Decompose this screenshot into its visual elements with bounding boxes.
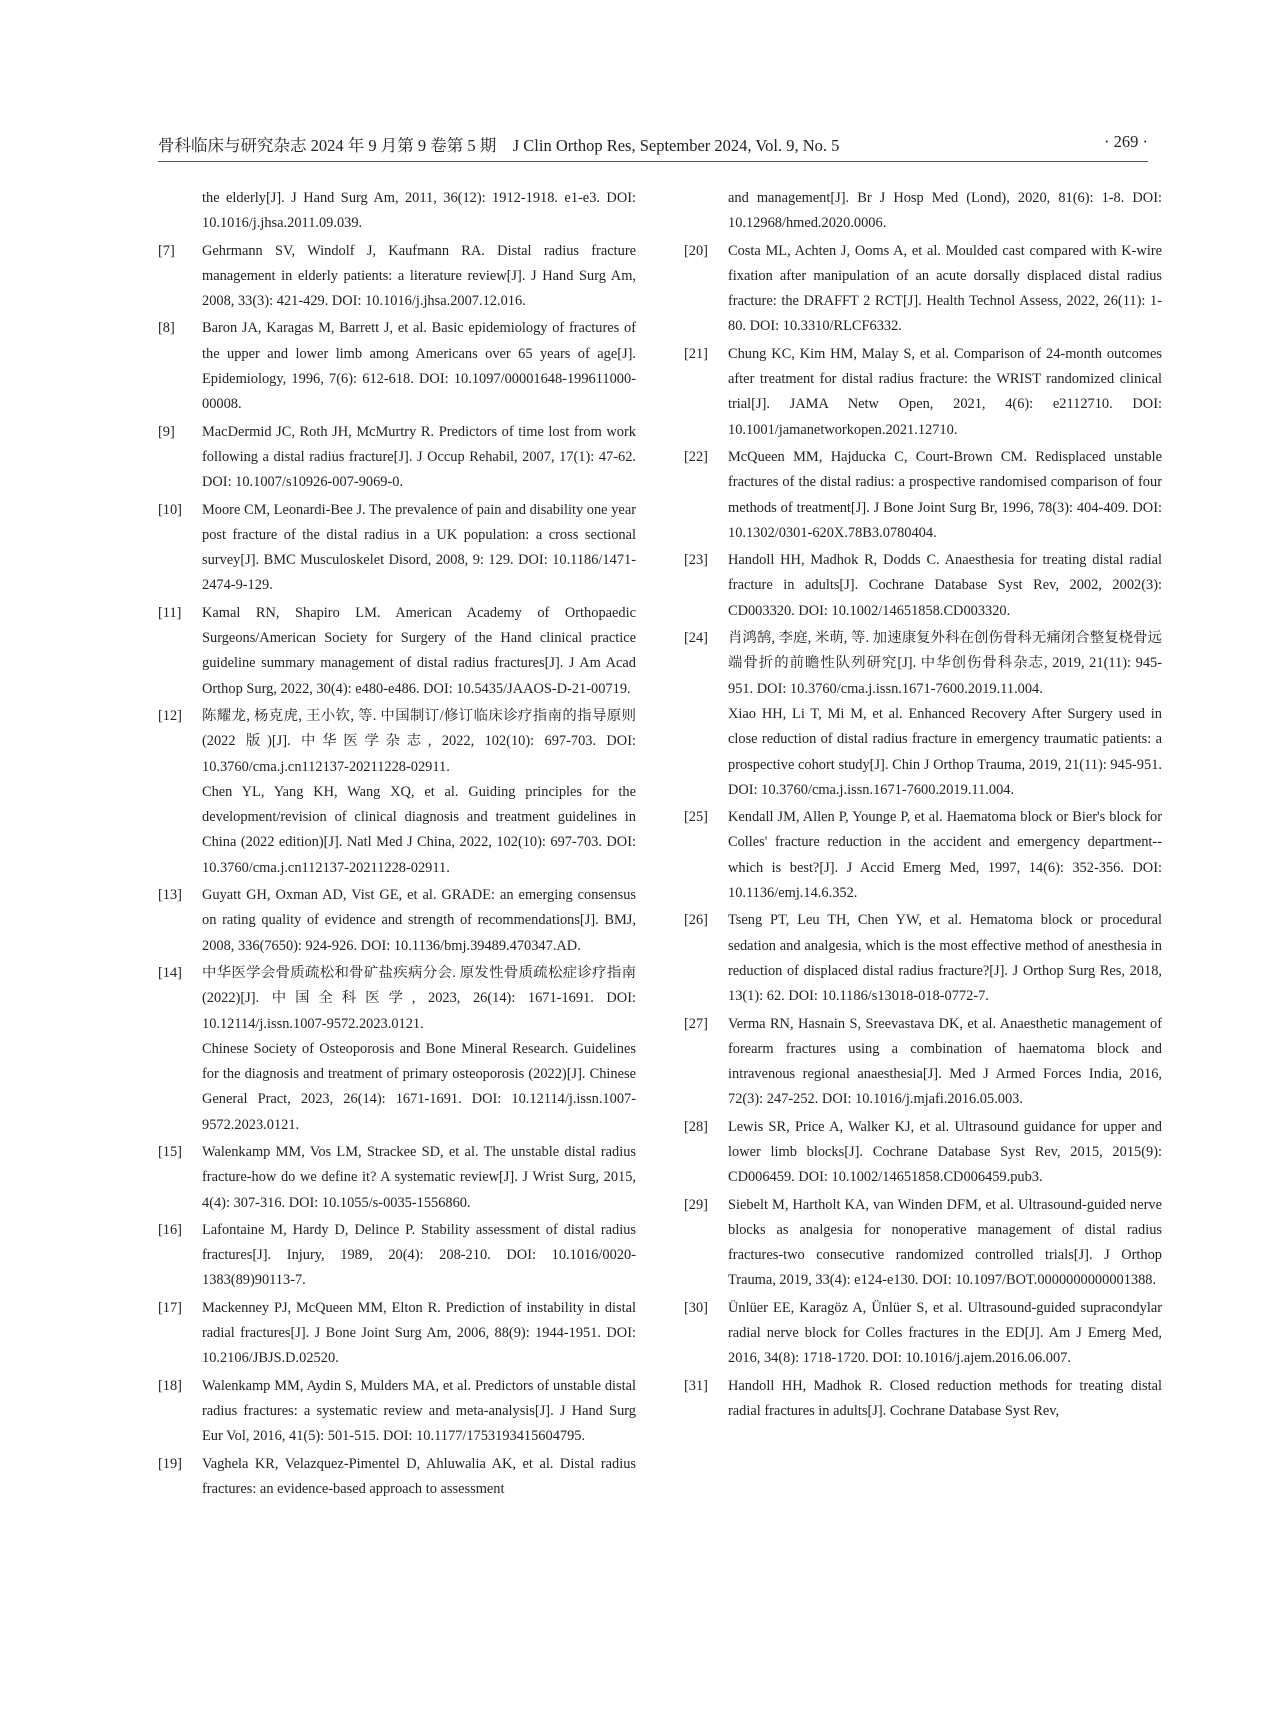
reference-text: Ünlüer EE, Karagöz A, Ünlüer S, et al. Ultrasound-guided supracondylar radial nerve block for Colles fractures in the ED[J]. Am J Emerg Med, 2016, 34(8): 1718-1720. DOI: 10.1016/j.ajem.2016.06.007.: [728, 1299, 1162, 1367]
reference-number: [7]: [158, 242, 175, 259]
reference-number: [9]: [158, 423, 175, 440]
header-rule: [158, 161, 1148, 162]
reference-body: [202, 186, 636, 237]
reference-entry: [158, 601, 636, 702]
reference-body: [202, 420, 636, 496]
reference-text: McQueen MM, Hajducka C, Court-Brown CM. Redisplaced unstable fractures of the distal radius: a prospective randomised comparison of four methods of treatment[J]. J Bone Joint Surg Br, 1996, 78(3): 404-409. DOI: 10.1302/0301-620X.78B3.0780404.: [728, 448, 1162, 541]
reference-number: [12]: [158, 707, 182, 724]
reference-text: Kendall JM, Allen P, Younge P, et al. Haematoma block or Bier's block for Colles' fracture reduction in the accident and emergency department--which is best?[J]. J Accid Emerg Med, 1997, 14(6): 352-356. DOI: 10.1136/emj.14.6.352.: [728, 809, 1162, 902]
reference-number: [27]: [684, 1015, 708, 1032]
reference-text: and management[J]. Br J Hosp Med (Lond), 2020, 81(6): 1-8. DOI: 10.12968/hmed.2020.0006.: [728, 190, 1162, 232]
reference-body: [728, 1115, 1162, 1191]
journal-citation: 骨科临床与研究杂志 2024 年 9 月第 9 卷第 5 期 J Clin Orthop Res, September 2024, Vol. 9, No. 5: [158, 136, 840, 155]
reference-body: [202, 498, 636, 599]
reference-number: [8]: [158, 320, 175, 337]
reference-number: [19]: [158, 1455, 182, 1472]
reference-text: Lewis SR, Price A, Walker KJ, et al. Ultrasound guidance for upper and lower limb blocks[J]. Cochrane Database Syst Rev, 2015, 2015(9): CD006459. DOI: 10.1002/14651858.CD006459.pub3.: [728, 1118, 1162, 1186]
reference-entry: [158, 1452, 636, 1503]
reference-entry: [684, 239, 1162, 340]
reference-text: Handoll HH, Madhok R, Dodds C. Anaesthesia for treating distal radial fracture in adults[J]. Cochrane Database Syst Rev, 2002, 2002(3): CD003320. DOI: 10.1002/14651858.CD003320.: [728, 552, 1162, 619]
reference-entry: [158, 1218, 636, 1294]
reference-body: [728, 1012, 1162, 1113]
reference-text: 肖鸿鹄, 李庭, 米萌, 等. 加速康复外科在创伤骨科无痛闭合整复桡骨远端骨折的前瞻性队列研究[J]. 中华创伤骨科杂志, 2019, 21(11): 945-951. DOI: 10.3760/cma.j.issn.1671-7600.2019.11.004.: [728, 630, 1162, 697]
reference-body: [728, 1374, 1162, 1425]
reference-text: Mackenney PJ, McQueen MM, Elton R. Prediction of instability in distal radial fractures[J]. J Bone Joint Surg Am, 2006, 88(9): 1944-1951. DOI: 10.2106/JBJS.D.02520.: [202, 1299, 636, 1367]
reference-text: Tseng PT, Leu TH, Chen YW, et al. Hematoma block or procedural sedation and analgesia, which is the most effective method of anesthesia in reduction of displaced distal radius fracture?[J]. J Orthop Surg Res, 2018, 13(1): 62. DOI: 10.1186/s13018-018-0772-7.: [728, 912, 1162, 1005]
reference-entry: [158, 961, 636, 1138]
reference-text: Siebelt M, Hartholt KA, van Winden DFM, et al. Ultrasound-guided nerve blocks as analgesia for nonoperative management of distal radius fractures-two consecutive randomized controlled trials[J]. J Orthop Trauma, 2019, 33(4): e124-e130. DOI: 10.1097/BOT.0000000000001388.: [728, 1196, 1162, 1289]
reference-body: [728, 626, 1162, 803]
reference-entry: [158, 498, 636, 599]
reference-column-right: [684, 186, 1162, 1426]
reference-body: [202, 1374, 636, 1450]
reference-column-left: [158, 186, 636, 1504]
reference-number: [20]: [684, 242, 708, 259]
page-number: · 269 ·: [1104, 132, 1148, 151]
reference-entry: [158, 1296, 636, 1372]
reference-text: Walenkamp MM, Aydin S, Mulders MA, et al. Predictors of unstable distal radius fractures: a systematic review and meta-analysis[J]. J Hand Surg Eur Vol, 2016, 41(5): 501-515. DOI: 10.1177/1753193415604795.: [202, 1377, 636, 1445]
reference-body: [202, 316, 636, 417]
reference-entry: [684, 1012, 1162, 1113]
reference-body: [728, 805, 1162, 906]
reference-number: [21]: [684, 345, 708, 362]
reference-text: the elderly[J]. J Hand Surg Am, 2011, 36(12): 1912-1918. e1-e3. DOI: 10.1016/j.jhsa.2011.09.039.: [202, 190, 636, 232]
reference-body: [202, 1140, 636, 1216]
reference-text: Chung KC, Kim HM, Malay S, et al. Comparison of 24-month outcomes after treatment for distal radius fracture: the WRIST randomized clinical trial[J]. JAMA Netw Open, 2021, 4(6): e2112710. DOI: 10.1001/jamanetworkopen.2021.12710.: [728, 345, 1162, 438]
reference-entry: [684, 445, 1162, 546]
reference-body: [202, 704, 636, 881]
running-header: [158, 132, 1148, 156]
reference-text: Walenkamp MM, Vos LM, Strackee SD, et al. The unstable distal radius fracture-how do we define it? A systematic review[J]. J Wrist Surg, 2015, 4(4): 307-316. DOI: 10.1055/s-0035-1556860.: [202, 1143, 636, 1211]
reference-number: [29]: [684, 1196, 708, 1213]
reference-body: [202, 601, 636, 702]
reference-entry: [684, 1193, 1162, 1294]
reference-body: [728, 908, 1162, 1009]
reference-entry: [158, 420, 636, 496]
reference-body: [728, 1296, 1162, 1372]
reference-body: [202, 239, 636, 315]
reference-entry: [684, 342, 1162, 443]
reference-text: MacDermid JC, Roth JH, McMurtry R. Predictors of time lost from work following a distal radius fracture[J]. J Occup Rehabil, 2007, 17(1): 47-62. DOI: 10.1007/s10926-007-9069-0.: [202, 423, 636, 491]
reference-entry: [684, 548, 1162, 624]
reference-number: [24]: [684, 630, 708, 647]
reference-entry: [684, 1115, 1162, 1191]
reference-number: [26]: [684, 912, 708, 929]
reference-text: Verma RN, Hasnain S, Sreevastava DK, et al. Anaesthetic management of forearm fractures using a combination of haematoma block and intravenous regional anaesthesia[J]. Med J Armed Forces India, 2016, 72(3): 247-252. DOI: 10.1016/j.mjafi.2016.05.003.: [728, 1015, 1162, 1108]
reference-entry: [158, 704, 636, 881]
reference-entry: [158, 316, 636, 417]
reference-text-english: Chen YL, Yang KH, Wang XQ, et al. Guiding principles for the development/revision of clinical diagnosis and treatment guidelines in China (2022 edition)[J]. Natl Med J China, 2022, 102(10): 697-703. DOI: 10.3760/cma.j.cn112137-20211228-02911.: [202, 783, 636, 876]
reference-number: [13]: [158, 887, 182, 904]
reference-number: [23]: [684, 552, 708, 569]
reference-number: [18]: [158, 1377, 182, 1394]
reference-text: 中华医学会骨质疏松和骨矿盐疾病分会. 原发性骨质疏松症诊疗指南(2022)[J]. 中国全科医学, 2023, 26(14): 1671-1691. DOI: 10.12114/j.issn.1007-9572.2023.0121.: [202, 964, 636, 1032]
reference-number: [16]: [158, 1221, 182, 1238]
reference-entry: [684, 1296, 1162, 1372]
reference-number: [30]: [684, 1299, 708, 1316]
reference-number: [10]: [158, 501, 182, 518]
reference-text: Lafontaine M, Hardy D, Delince P. Stability assessment of distal radius fractures[J]. Injury, 1989, 20(4): 208-210. DOI: 10.1016/0020-1383(89)90113-7.: [202, 1221, 636, 1289]
reference-entry: [684, 805, 1162, 906]
reference-text: 陈耀龙, 杨克虎, 王小钦, 等. 中国制订/修订临床诊疗指南的指导原则(2022 版)[J]. 中华医学杂志, 2022, 102(10): 697-703. DOI: 10.3760/cma.j.cn112137-20211228-02911.: [202, 707, 636, 775]
reference-entry: [158, 883, 636, 959]
reference-entry: [684, 626, 1162, 803]
reference-text: Baron JA, Karagas M, Barrett J, et al. Basic epidemiology of fractures of the upper and lower limb among Americans over 65 years of age[J]. Epidemiology, 1996, 7(6): 612-618. DOI: 10.1097/00001648-199611000-00008.: [202, 320, 636, 413]
reference-body: [728, 186, 1162, 237]
reference-number: [22]: [684, 448, 708, 465]
reference-text-english: Xiao HH, Li T, Mi M, et al. Enhanced Recovery After Surgery used in close reduction of distal radius fracture in emergency traumatic patients: a prospective cohort study[J]. Chin J Orthop Trauma, 2019, 21(11): 945-951. DOI: 10.3760/cma.j.issn.1671-7600.2019.11.004.: [728, 705, 1162, 798]
reference-entry: [158, 1374, 636, 1450]
reference-body: [728, 239, 1162, 340]
reference-number: [25]: [684, 809, 708, 826]
reference-body: [202, 883, 636, 959]
reference-body: [202, 1296, 636, 1372]
reference-text: Handoll HH, Madhok R. Closed reduction methods for treating distal radial fractures in adults[J]. Cochrane Database Syst Rev,: [728, 1377, 1162, 1419]
reference-text: Guyatt GH, Oxman AD, Vist GE, et al. GRADE: an emerging consensus on rating quality of evidence and strength of recommendations[J]. BMJ, 2008, 336(7650): 924-926. DOI: 10.1136/bmj.39489.470347.AD.: [202, 887, 636, 954]
reference-body: [728, 548, 1162, 624]
reference-entry: [684, 908, 1162, 1009]
reference-entry: [684, 1374, 1162, 1425]
reference-entry: [684, 186, 1162, 237]
reference-text: Costa ML, Achten J, Ooms A, et al. Moulded cast compared with K-wire fixation after manipulation of an acute dorsally displaced distal radius fracture: the DRAFFT 2 RCT[J]. Health Technol Assess, 2022, 26(11): 1-80. DOI: 10.3310/RLCF6332.: [728, 242, 1162, 335]
reference-entry: [158, 186, 636, 237]
reference-body: [728, 1193, 1162, 1294]
reference-text: Moore CM, Leonardi-Bee J. The prevalence of pain and disability one year post fracture of the distal radius in a UK population: a cross sectional survey[J]. BMC Musculoskelet Disord, 2008, 9: 129. DOI: 10.1186/1471-2474-9-129.: [202, 501, 636, 594]
reference-body: [202, 961, 636, 1138]
reference-number: [28]: [684, 1118, 708, 1135]
reference-entry: [158, 1140, 636, 1216]
reference-text: Kamal RN, Shapiro LM. American Academy of Orthopaedic Surgeons/American Society for Surgery of the Hand clinical practice guideline summary management of distal radius fractures[J]. J Am Acad Orthop Surg, 2022, 30(4): e480-e486. DOI: 10.5435/JAAOS-D-21-00719.: [202, 604, 636, 697]
reference-number: [17]: [158, 1299, 182, 1316]
reference-body: [202, 1452, 636, 1503]
reference-number: [15]: [158, 1143, 182, 1160]
reference-text: Vaghela KR, Velazquez-Pimentel D, Ahluwalia AK, et al. Distal radius fractures: an evidence-based approach to assessment: [202, 1455, 636, 1497]
reference-body: [202, 1218, 636, 1294]
reference-body: [728, 445, 1162, 546]
reference-number: [14]: [158, 964, 182, 981]
reference-number: [31]: [684, 1377, 708, 1394]
reference-text: Gehrmann SV, Windolf J, Kaufmann RA. Distal radius fracture management in elderly patients: a literature review[J]. J Hand Surg Am, 2008, 33(3): 421-429. DOI: 10.1016/j.jhsa.2007.12.016.: [202, 242, 636, 310]
reference-number: [11]: [158, 604, 182, 621]
reference-entry: [158, 239, 636, 315]
reference-text-english: Chinese Society of Osteoporosis and Bone Mineral Research. Guidelines for the diagnosis and treatment of primary osteoporosis (2022)[J]. Chinese General Pract, 2023, 26(14): 1671-1691. DOI: 10.12114/j.issn.1007-9572.2023.0121.: [202, 1040, 636, 1133]
reference-body: [728, 342, 1162, 443]
